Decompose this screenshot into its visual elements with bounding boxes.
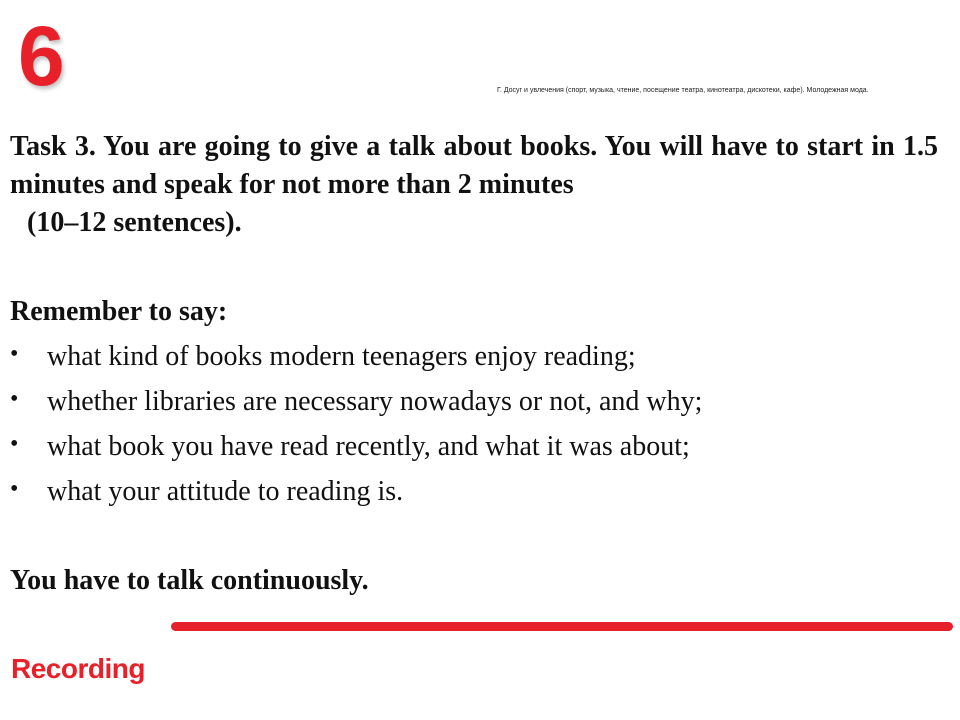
task-line-3: (10–12 sentences). <box>27 207 242 238</box>
list-item <box>10 338 702 383</box>
list-item-text: what book you have read recently, and what it was about; <box>47 431 690 462</box>
task-line-1: Task 3. You are going to give a talk about books. You will have to <box>10 131 799 162</box>
closing-instruction: You have to talk continuously. <box>10 565 369 596</box>
bullet-icon: • <box>10 431 19 457</box>
bullet-icon: • <box>10 476 19 502</box>
divider-bar <box>171 622 953 631</box>
remember-heading: Remember to say: <box>10 296 228 327</box>
bullet-list <box>10 338 702 518</box>
list-item <box>10 428 702 473</box>
list-item <box>10 473 702 518</box>
recording-label[interactable]: Recording <box>11 653 145 684</box>
list-item-text: what your attitude to reading is. <box>47 476 404 507</box>
bullet-icon: • <box>10 341 19 367</box>
list-item <box>10 383 702 428</box>
list-item-text: whether libraries are necessary nowadays or not, and why; <box>47 386 703 417</box>
task-number: 6 <box>18 9 65 103</box>
task-instructions <box>10 128 938 242</box>
bullet-icon: • <box>10 386 19 412</box>
topic-caption: Г. Досуг и увлечения (спорт, музыка, чтение, посещение театра, кинотеатра, дискотеки, кафе). Молодежная мода. <box>497 87 869 94</box>
task-line-2: start in 1.5 minutes and speak for not more than 2 minutes <box>10 131 938 200</box>
list-item-text: what kind of books modern teenagers enjoy reading; <box>47 341 636 372</box>
